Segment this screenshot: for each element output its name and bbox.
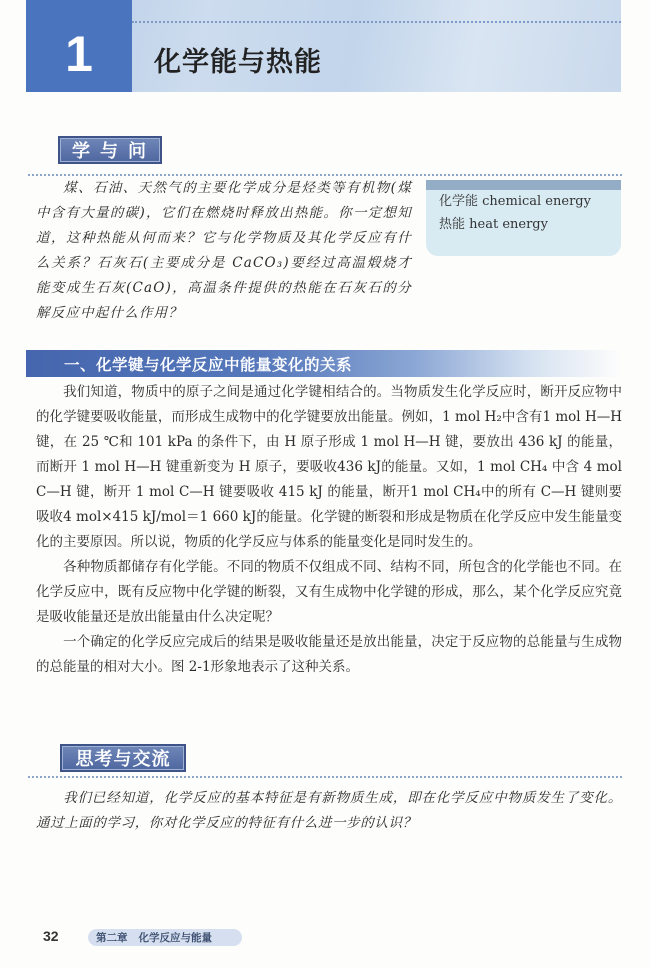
glossary-box bbox=[426, 180, 621, 256]
chapter-number: 1 bbox=[65, 26, 93, 82]
glossary-english: chemical energy bbox=[482, 194, 591, 209]
question-paragraph bbox=[36, 176, 412, 326]
glossary-header-bar bbox=[426, 180, 621, 190]
glossary-term: 化学能 bbox=[439, 194, 479, 209]
body-paragraph bbox=[36, 630, 622, 680]
page-number: 32 bbox=[43, 928, 59, 944]
question-text: 煤、石油、天然气的主要化学成分是烃类等有机物(煤中含有大量的碳)，它们在燃烧时释放出热能。你一定想知道，这种热能从何而来？它与化学物质及其化学反应有什么关系？石灰石(主要成分是 CaCO₃)要经过高温煅烧才能变成生石灰(CaO)，高温条件提供的热能在石灰石的分解反应中起什么作用？ bbox=[36, 180, 412, 321]
study-question-tag: 学与问 bbox=[58, 136, 162, 164]
chapter-title: 化学能与热能 bbox=[154, 47, 322, 78]
think-discuss-tag: 思考与交流 bbox=[60, 744, 186, 772]
body-paragraph bbox=[36, 555, 622, 630]
glossary-english: heat energy bbox=[469, 217, 548, 232]
paragraph-text: 各种物质都储存有化学能。不同的物质不仅组成不同、结构不同，所包含的化学能也不同。在化学反应中，既有反应物中化学键的断裂，又有生成物中化学键的形成，那么，某个化学反应究竟是吸收能量还是放出能量由什么决定呢？ bbox=[36, 559, 622, 625]
chapter-banner bbox=[26, 0, 621, 92]
glossary-term: 热能 bbox=[439, 217, 466, 232]
body-paragraph bbox=[36, 380, 622, 555]
section-body bbox=[36, 380, 622, 680]
glossary-item-chemical-energy bbox=[426, 190, 621, 213]
paragraph-text: 我们知道，物质中的原子之间是通过化学键相结合的。当物质发生化学反应时，断开反应物中的化学键要吸收能量，而形成生成物中的化学键要放出能量。例如，1 mol H₂中含有1 mol H—H键，在 25 ℃和 101 kPa 的条件下，由 H 原子形成 1 mol H—H 键，要放出 436 kJ 的能量，而断开 1 mol H—H 键重新变为 H 原子，要吸收436 kJ的能量。又如，1 mol CH₄ 中含 4 mol C—H 键，断开 1 mol C—H 键要吸收 415 kJ 的能量，断开1 mol CH₄中的所有 C—H 键则要吸收4 mol×415 kJ/mol＝1 660 kJ的能量。化学键的断裂和形成是物质在化学反应中发生能量变化的主要原因。所以说，物质的化学反应与体系的能量变化是同时发生的。 bbox=[36, 384, 622, 550]
think-paragraph bbox=[36, 786, 622, 836]
chapter-footer-label: 第二章 化学反应与能量 bbox=[88, 929, 242, 946]
think-text: 我们已经知道，化学反应的基本特征是有新物质生成，即在化学反应中物质发生了变化。通过上面的学习，你对化学反应的特征有什么进一步的认识？ bbox=[36, 790, 622, 831]
glossary-item-heat-energy bbox=[426, 213, 621, 236]
section-heading-bar bbox=[26, 350, 621, 377]
section-title: 一、化学键与化学反应中能量变化的关系 bbox=[64, 356, 353, 374]
dotted-divider bbox=[28, 776, 622, 778]
paragraph-text: 一个确定的化学反应完成后的结果是吸收能量还是放出能量，决定于反应物的总能量与生成物的总能量的相对大小。图 2-1形象地表示了这种关系。 bbox=[36, 634, 622, 675]
banner-dotted-divider bbox=[132, 21, 621, 23]
chapter-number-box bbox=[26, 0, 132, 92]
